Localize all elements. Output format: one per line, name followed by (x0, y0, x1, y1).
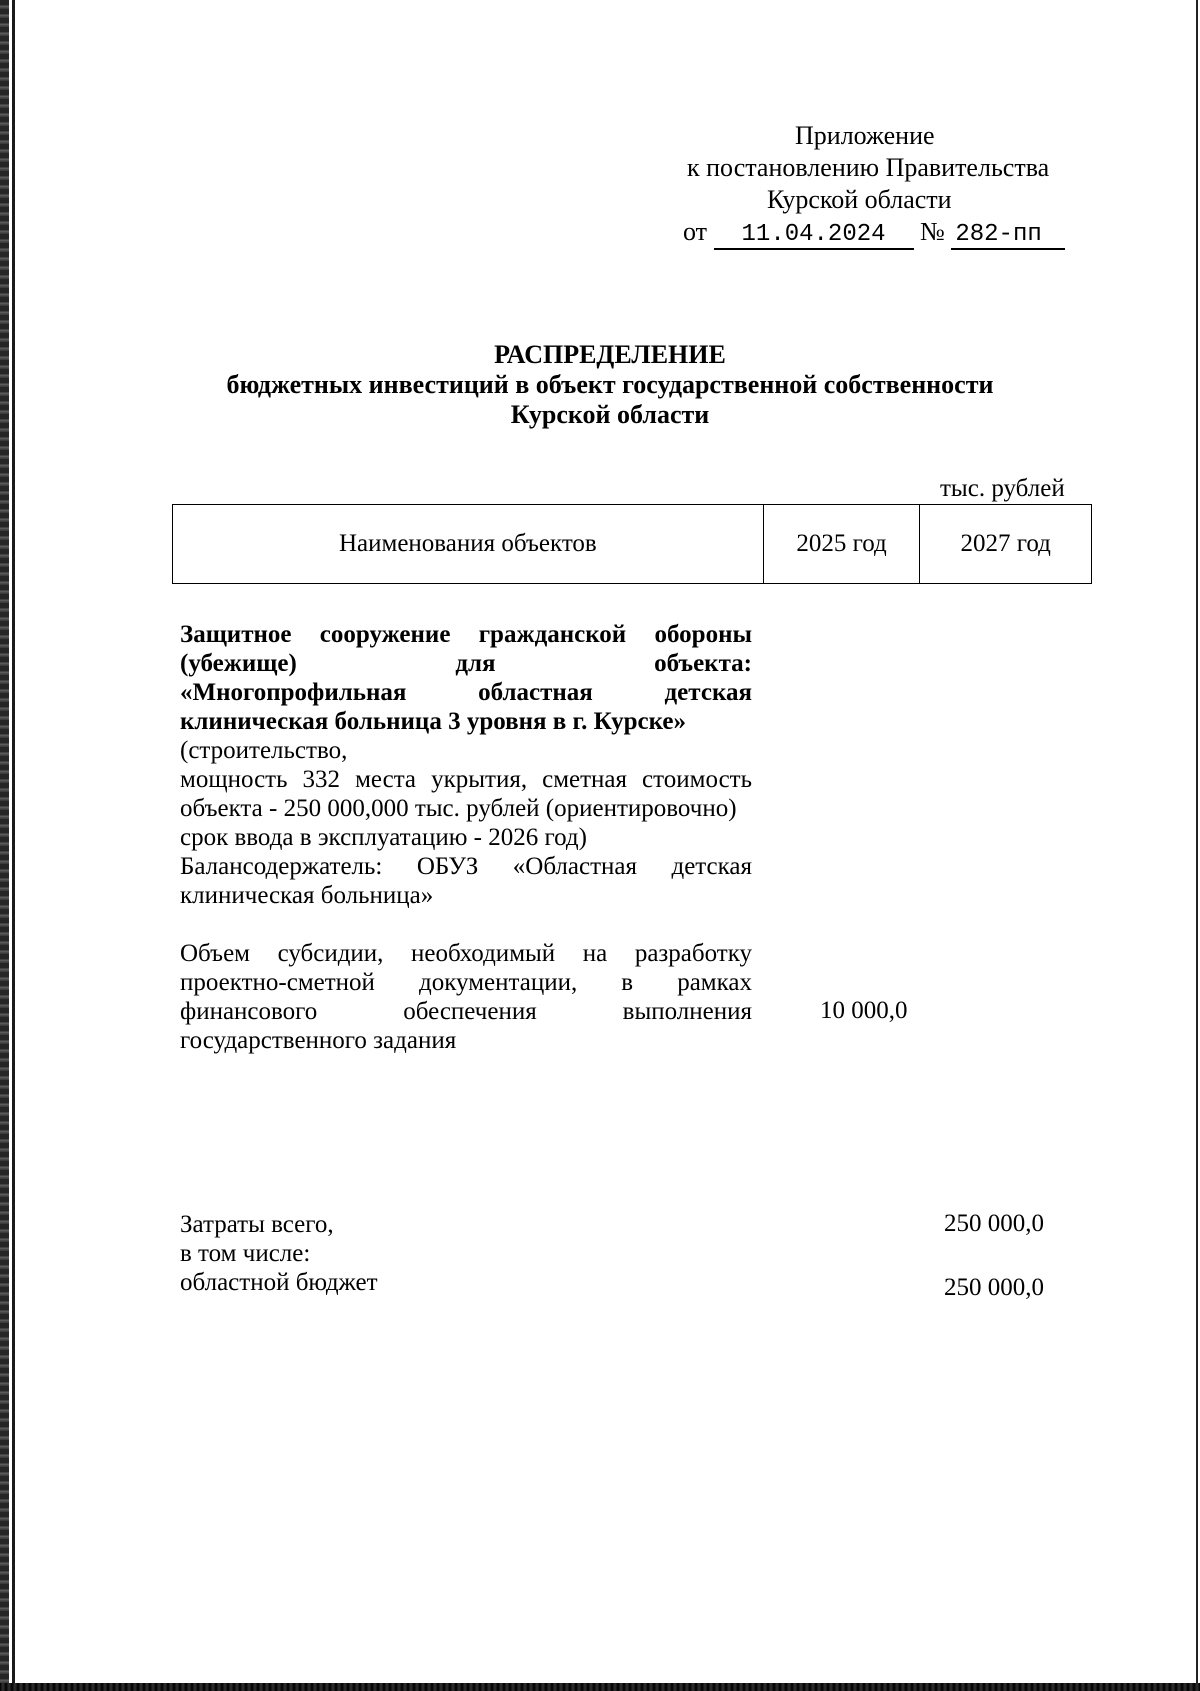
costs-total-label: Затраты всего, (180, 1211, 334, 1238)
title-line-1: РАСПРЕДЕЛЕНИЕ (494, 340, 726, 369)
document-title (160, 340, 1060, 430)
approval-date-line (640, 216, 1080, 250)
object-detail-4: Балансодержатель: ОБУЗ «Областная детская клиническая больница» (180, 853, 752, 909)
decree-number: 282-пп (951, 222, 1065, 250)
title-line-2: бюджетных инвестиций в объект государственной собственности (226, 370, 994, 399)
object-title-2: «Многопрофильная областная детская клиническая больница 3 уровня в г. Курске» (180, 679, 752, 735)
approval-line-2: к постановлению Правительства (687, 153, 1050, 182)
costs-block (180, 1210, 740, 1297)
costs-regional-value-2027: 250 000,0 (944, 1274, 1044, 1301)
scan-edge-bottom (0, 1683, 1200, 1691)
object-description (180, 620, 752, 1055)
approval-line-3: Курской области (767, 185, 952, 214)
header-2025: 2025 год (764, 505, 921, 583)
object-title-1: Защитное сооружение гражданской обороны (убежище) для объекта: (180, 621, 752, 677)
table-header (172, 504, 1092, 584)
title-line-3: Курской области (510, 400, 710, 429)
scan-edge-left-line (12, 0, 15, 1691)
number-prefix: № (920, 217, 945, 246)
object-detail-1: (строительство, (180, 737, 348, 764)
subsidy-text: Объем субсидии, необходимый на разработку проектно-сметной документации, в рамках финансового обеспечения выполнения государственного задания (180, 940, 752, 1054)
units-label: тыс. рублей (940, 475, 1065, 502)
approval-line-1: Приложение (795, 121, 935, 150)
scan-edge-right (1196, 0, 1198, 1691)
header-2027: 2027 год (960, 530, 1051, 557)
scan-edge-left (0, 0, 9, 1691)
date-prefix: от (683, 217, 708, 246)
object-detail-3: срок ввода в эксплуатацию - 2026 год) (180, 824, 587, 851)
header-names: Наименования объектов (173, 505, 764, 583)
object-detail-2: мощность 332 места укрытия, сметная стоимость объекта - 250 000,000 тыс. рублей (ориентировочно) (180, 766, 752, 822)
costs-regional-label: областной бюджет (180, 1269, 378, 1296)
approval-block (640, 120, 1080, 250)
subsidy-value-2025: 10 000,0 (820, 997, 908, 1024)
costs-total-value-2027: 250 000,0 (944, 1210, 1044, 1237)
costs-including-label: в том числе: (180, 1240, 311, 1267)
decree-date: 11.04.2024 (714, 222, 914, 250)
